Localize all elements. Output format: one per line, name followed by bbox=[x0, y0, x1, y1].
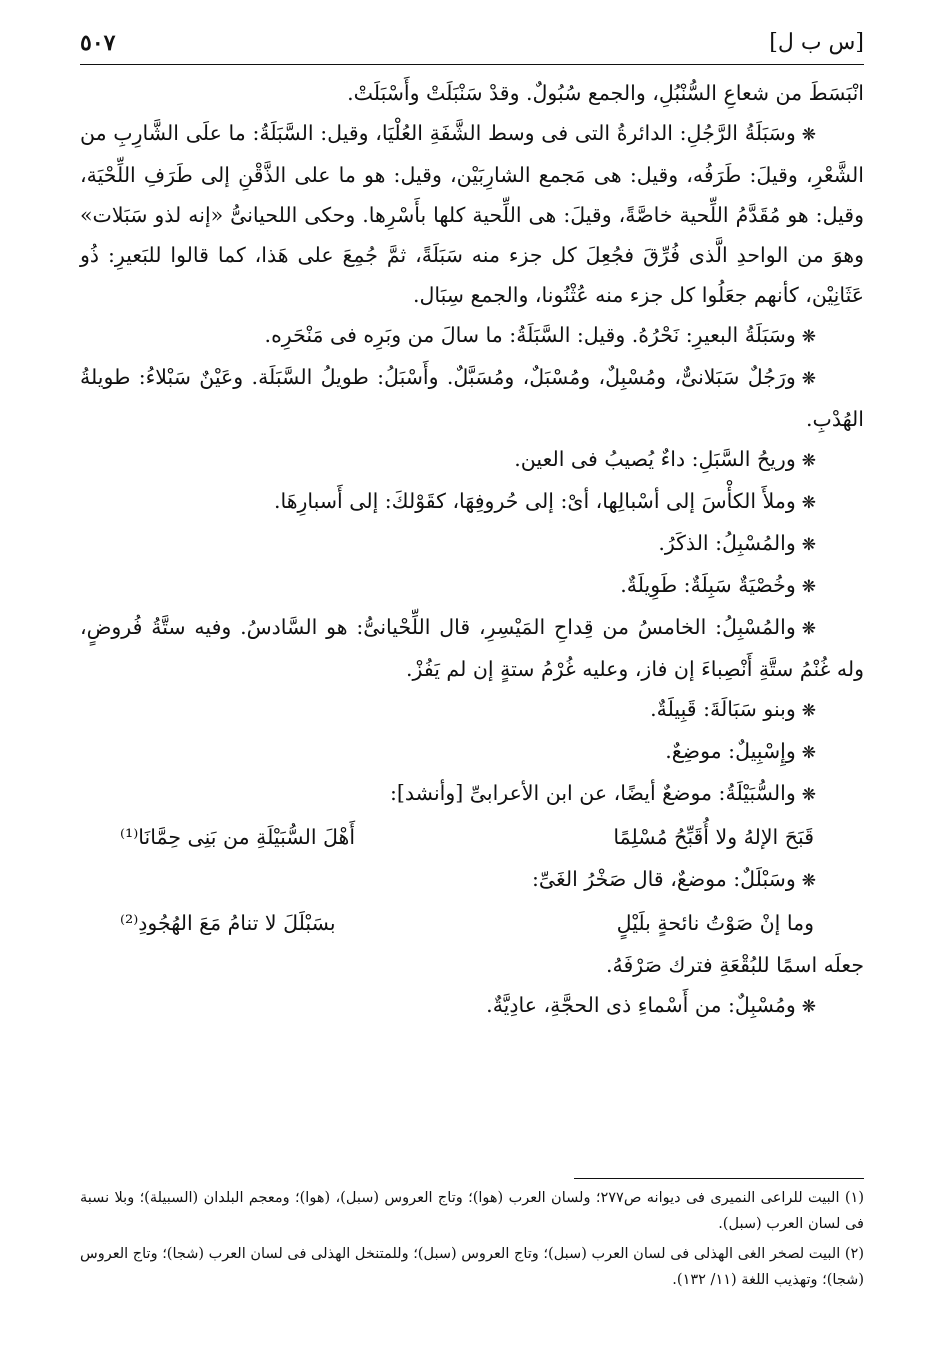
entry-reeh-al-sabal bbox=[80, 439, 864, 481]
footnote-text: البيت لصخر الغى الهذلى فى لسان العرب (سبل)؛ وتاج العروس (سبل)؛ وللمتنخل الهذلى فى لسان العرب (شجا)؛ وتاج العروس (شجا)؛ وتهذيب اللغة (١١/ ١٣٢). bbox=[80, 1246, 864, 1288]
entry-al-musbil-dhakar bbox=[80, 523, 864, 565]
entry-text: وإِسْبِيلٌ: موضِعٌ. bbox=[665, 739, 796, 763]
entry-text: وسَبَلَةُ البعيرِ: نَحْرُهُ. وقيل: السَّبَلَةُ: ما سالَ من وبَرِه فى مَنْحَرِه. bbox=[264, 323, 796, 347]
verse-2-first-hemistich: وما إنْ صَوْتُ نائحةٍ بلَيْلٍ bbox=[616, 911, 814, 935]
footnote-1 bbox=[80, 1185, 864, 1237]
verse-line-2 bbox=[80, 901, 864, 945]
entry-text: وخُصْيَةٌ سَبِلَةٌ: طَوِيلَةٌ. bbox=[620, 573, 796, 597]
footnote-number: (١) bbox=[844, 1190, 865, 1206]
footnotes bbox=[80, 1178, 864, 1297]
entry-rajul-sabalani bbox=[80, 357, 864, 439]
entry-sablal bbox=[80, 859, 864, 901]
entry-mala-al-kas bbox=[80, 481, 864, 523]
opening-line: انْبَسَطَ من شعاعِ السُّنْبُلِ، والجمع سُبُولٌ. وقدْ سَنْبَلَتْ وأَسْبَلَتْ. bbox=[347, 81, 864, 105]
running-header bbox=[80, 28, 864, 65]
entry-sabalat-al-rajul bbox=[80, 113, 864, 315]
entry-star-icon: ❋ bbox=[801, 493, 816, 513]
footnote-number: (٢) bbox=[844, 1246, 865, 1262]
entry-star-icon: ❋ bbox=[801, 125, 816, 145]
entry-khusya-sabila bbox=[80, 565, 864, 607]
entry-text: والمُسْبِلُ: الذكَرُ. bbox=[658, 531, 796, 555]
verse-2-comment: جعلَه اسمًا للبُقْعَةِ فترك صَرْفَهُ. bbox=[605, 953, 864, 977]
verse-2-second-hemistich: بسَبْلَلَ لا تنامُ مَعَ الهُجُودِ⁽²⁾ bbox=[120, 911, 336, 935]
footnote-text: البيت للراعى النميرى فى ديوانه ص٢٧٧؛ ولسان العرب (هوا)؛ وتاج العروس (سبل)، (هوا)؛ ومعجم البلدان (السبيلة)؛ وبلا نسبة فى لسان العرب (سبل). bbox=[80, 1190, 864, 1232]
entry-text: وريحُ السَّبَلِ: داءٌ يُصيبُ فى العين. bbox=[514, 447, 796, 471]
entry-text: ومُسْبِلٌ: من أَسْماءِ ذى الحجَّةِ، عادِيَّةٌ. bbox=[486, 993, 796, 1017]
entry-text: وملأَ الكأْسَ إلى أسْبالِها، أىْ: إلى حُروفِهَا، كقَوْلكَ: إلى أَسبارِهَا. bbox=[273, 489, 796, 513]
entry-musbil-month bbox=[80, 985, 864, 1027]
entry-star-icon: ❋ bbox=[801, 369, 816, 389]
entry-star-icon: ❋ bbox=[801, 619, 816, 639]
entry-text: ورَجُلٌ سَبَلانىٌّ، ومُسْبِلٌ، ومُسْبَلٌ، ومُسَبَّلٌ. وأَسْبَلُ: طويلُ السَّبَلَة. وعَيْنٌ سَبْلاءُ: طويلةُ الهُدْبِ. bbox=[80, 365, 864, 431]
entry-star-icon: ❋ bbox=[801, 701, 816, 721]
entry-star-icon: ❋ bbox=[801, 871, 816, 891]
section-root-label: [س ب ل] bbox=[769, 30, 864, 55]
entry-star-icon: ❋ bbox=[801, 327, 816, 347]
entry-sabalat-al-baeer bbox=[80, 315, 864, 357]
entry-text: وسَبَلَةُ الرَّجُلِ: الدائرةُ التى فى وسط الشَّفَةِ العُلْيَا، وقيل: السَّبَلَةُ: ما علَى الشَّارِبِ من الشَّعْرِ، وقيلَ: طَرَفُه، وقيل: هى مَجمع الشارِبَيْن، وقيل: هو ما على الذَّقْنِ إلى طَرَفِ اللِّحْيَة، وقيل: هو مُقَدَّمُ اللِّحية خاصَّةً، وقيلَ: هى اللِّحية كلها بأَسْرِها. وحكى اللحيانىُّ «إنه لذو سَبَلات» وهوَ من الواحدِ الَّذى فُرِّقَ فجُعِلَ كل جزء منه سَبَلَةً، ثمَّ جُمِعَ على هَذا، كما قالوا للبَعيرِ: ذُو عَثَانِيْن، كأنهم جعَلُوا كل جزء منه عُثْنُونا، والجمع سِبَال. bbox=[80, 121, 864, 307]
footnote-2 bbox=[80, 1241, 864, 1293]
entry-isbeel bbox=[80, 731, 864, 773]
verse-line-1 bbox=[80, 815, 864, 859]
page-number: ٥٠٧ bbox=[80, 30, 116, 56]
entry-text: والسُّبَيْلَةُ: موضعٌ أيضًا، عن ابن الأعرابىِّ [وأنشد]: bbox=[390, 781, 796, 805]
verse-1-second-hemistich: أَهْلَ السُّبَيْلَةِ من بَنِى حِمَّانَا⁽¹⁾ bbox=[120, 825, 356, 849]
entry-text: وبنو سَبَالَةَ: قَبِيلَةٌ. bbox=[650, 697, 796, 721]
entry-star-icon: ❋ bbox=[801, 743, 816, 763]
entry-star-icon: ❋ bbox=[801, 577, 816, 597]
entry-star-icon: ❋ bbox=[801, 997, 816, 1017]
entry-text: والمُسْبِلُ: الخامسُ من قِداحِ المَيْسِرِ، قال اللِّحْيانىُّ: هو السَّادسُ. وفيه ستَّةُ فُروضٍ، وله غُنْمُ ستَّةِ أَنْصِباءَ إن فاز، وعليه غُرْمُ ستةٍ إن لم يَفُزْ. bbox=[80, 615, 864, 681]
verse-1-first-hemistich: قَبَحَ الإلهُ ولا أُقَبِّحُ مُسْلِمًا bbox=[613, 825, 814, 849]
entry-banu-sabala bbox=[80, 689, 864, 731]
main-text bbox=[80, 73, 864, 1027]
entry-star-icon: ❋ bbox=[801, 451, 816, 471]
entry-text: وسَبْلَلٌ: موضعٌ، قال صَخْرُ الغَىِّ: bbox=[531, 867, 796, 891]
book-page bbox=[80, 28, 864, 1348]
entry-star-icon: ❋ bbox=[801, 785, 816, 805]
entry-star-icon: ❋ bbox=[801, 535, 816, 555]
entry-al-subayla bbox=[80, 773, 864, 815]
entry-al-musbil-qidah bbox=[80, 607, 864, 689]
footnote-separator bbox=[574, 1178, 864, 1179]
